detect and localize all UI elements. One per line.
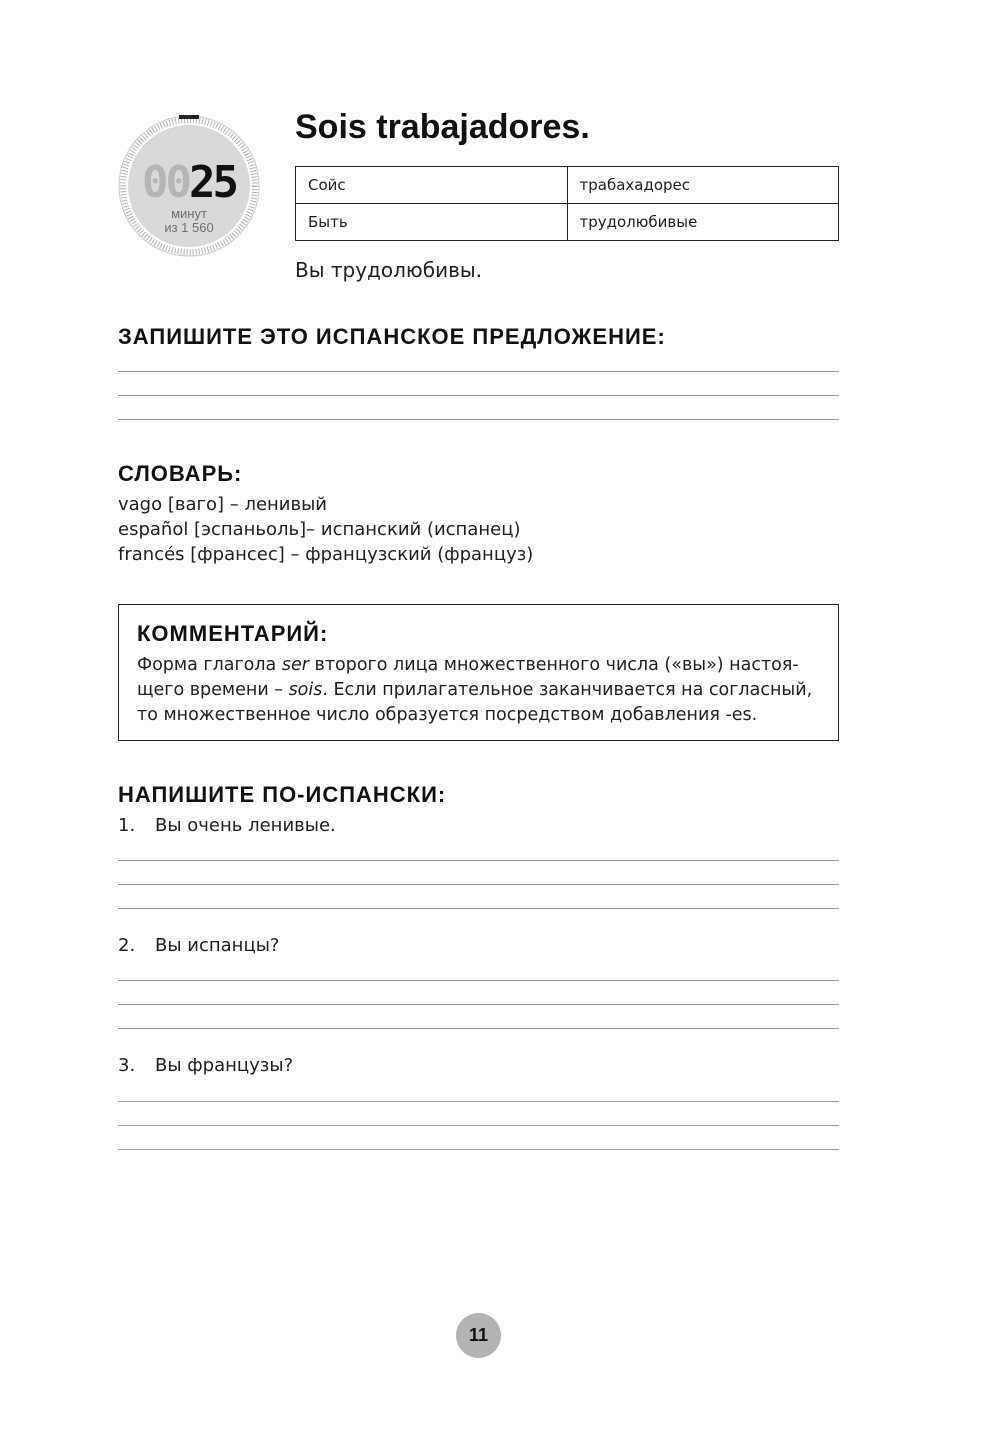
table-cell: трабахадорес <box>567 167 839 204</box>
answer-line[interactable] <box>118 884 839 885</box>
table-row <box>296 167 839 204</box>
comment-box <box>118 604 839 741</box>
answer-line[interactable] <box>118 1004 839 1005</box>
dictionary-heading: СЛОВАРЬ: <box>118 461 243 486</box>
page-number-badge: 11 <box>456 1313 501 1358</box>
writing-line[interactable] <box>118 419 839 420</box>
table-cell: Быть <box>296 204 568 241</box>
table-cell: трудолюбивые <box>567 204 839 241</box>
write-sentence-heading: ЗАПИШИТЕ ЭТО ИСПАНСКОЕ ПРЕДЛОЖЕНИЕ: <box>118 324 666 349</box>
exercise-text: Вы очень ленивые. <box>155 815 336 836</box>
sentence-translation: Вы трудолюбивы. <box>295 258 483 282</box>
answer-line[interactable] <box>118 1028 839 1029</box>
writing-line[interactable] <box>118 371 839 372</box>
comment-heading: КОММЕНТАРИЙ: <box>137 621 329 646</box>
exercise-number: 2. <box>118 935 136 956</box>
answer-line[interactable] <box>118 860 839 861</box>
answer-line[interactable] <box>118 980 839 981</box>
exercises-heading: НАПИШИТЕ ПО-ИСПАНСКИ: <box>118 782 447 807</box>
pronunciation-table <box>295 166 839 241</box>
lesson-title: Sois trabajadores. <box>295 108 590 146</box>
exercise-number: 3. <box>118 1055 136 1076</box>
dictionary-entry: vago [ваго] – ленивый <box>118 494 328 515</box>
exercise-item <box>118 935 279 956</box>
minutes-timer-badge <box>118 115 260 257</box>
answer-line[interactable] <box>118 1101 839 1102</box>
timer-minutes-value: 25 <box>189 157 236 208</box>
timer-unit-label: минут <box>171 206 207 221</box>
dictionary-entry: español [эспаньоль]– испанский (испанец) <box>118 519 521 540</box>
timer-ghost-digits: 00 <box>142 157 189 208</box>
timer-total-label: из 1 560 <box>164 220 214 235</box>
comment-text-line: то множественное число образуется посредством добавления -es. <box>137 705 758 725</box>
answer-line[interactable] <box>118 908 839 909</box>
exercise-number: 1. <box>118 815 136 836</box>
exercise-item <box>118 815 336 836</box>
comment-text-line: щего времени – sois. Если прилагательное заканчивается на согласный, <box>137 680 813 700</box>
writing-line[interactable] <box>118 395 839 396</box>
exercise-text: Вы испанцы? <box>155 935 280 956</box>
table-row <box>296 204 839 241</box>
exercise-item <box>118 1055 293 1076</box>
comment-text-line: Форма глагола ser второго лица множественного числа («вы») настоя- <box>137 655 799 675</box>
timer-digits <box>118 157 260 208</box>
exercise-text: Вы французы? <box>155 1055 294 1076</box>
answer-line[interactable] <box>118 1149 839 1150</box>
answer-line[interactable] <box>118 1125 839 1126</box>
table-cell: Сойс <box>296 167 568 204</box>
dictionary-entry: francés [франсес] – французский (француз) <box>118 544 534 565</box>
